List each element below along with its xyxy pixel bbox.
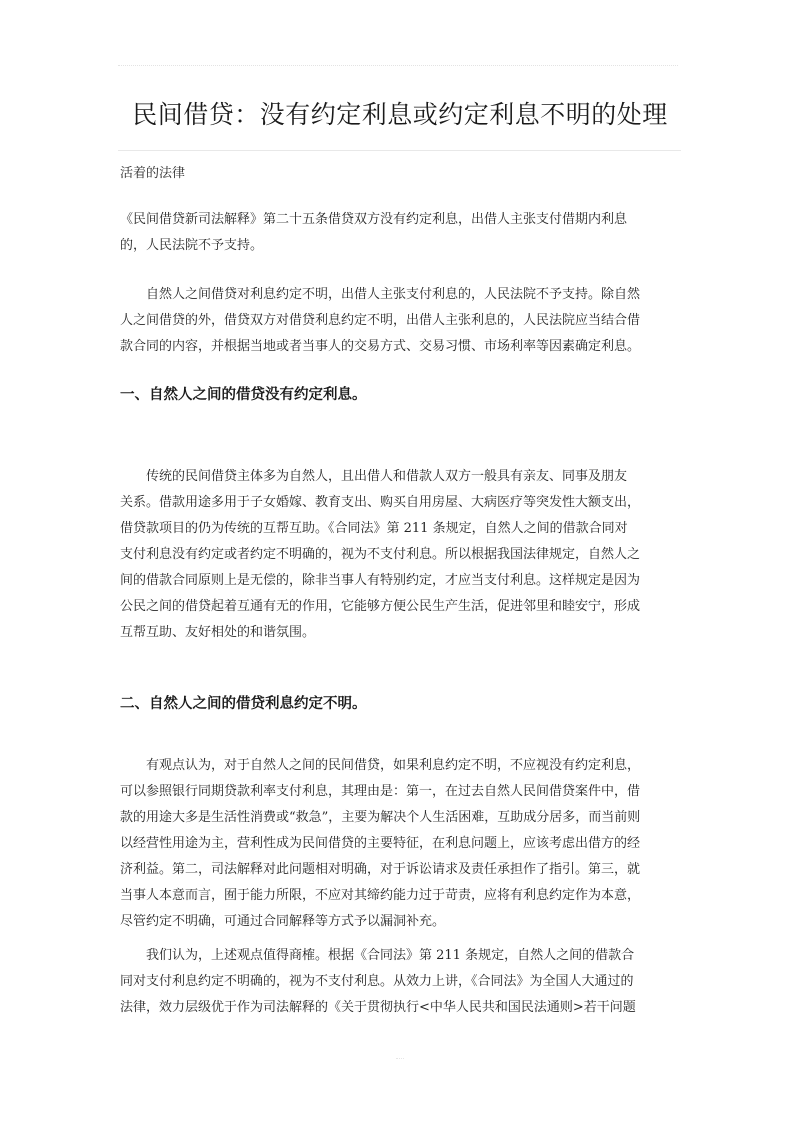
section-heading-2: 二、自然人之间的借贷利息约定不明。 <box>120 696 367 712</box>
footer-mark <box>396 1058 404 1061</box>
text-line: 可以参照银行同期贷款利率支付利息，其理由是：第一，在过去自然人民间借贷案件中，借 <box>120 784 641 799</box>
text-line: 的，人民法院不予支持。 <box>120 238 264 253</box>
text-line: 当事人本意而言，囿于能力所限，不应对其缔约能力过于苛责，应将有利息约定作为本意， <box>120 888 641 903</box>
text-line: 传统的民间借贷主体多为自然人，且出借人和借款人双方一般具有亲友、同事及朋友 <box>120 469 628 484</box>
section-2-paragraph-2 <box>120 943 685 1021</box>
document-title: 民间借贷：没有约定利息或约定利息不明的处理 <box>132 100 668 129</box>
text-line: 间的借款合同原则上是无偿的，除非当事人有特别约定，才应当支付利息。这样规定是因为 <box>120 573 641 588</box>
text-line: 有观点认为，对于自然人之间的民间借贷，如果利息约定不明，不应视没有约定利息， <box>120 758 641 773</box>
text-line: 济利益。第二，司法解释对此问题相对明确，对于诉讼请求及责任承担作了指引。第三，就 <box>120 862 641 877</box>
text-line: 款的用途大多是生活性消费或“救急”，主要为解决个人生活困难，互助成分居多，而当前则 <box>120 810 641 825</box>
text-line: 以经营性用途为主，营利性成为民间借贷的主要特征，在利息问题上，应该考虑出借方的经 <box>120 836 641 851</box>
section-heading-1: 一、自然人之间的借贷没有约定利息。 <box>120 387 367 403</box>
section-1-paragraph-1 <box>120 464 685 646</box>
top-divider <box>118 65 678 66</box>
text-line: 互帮互助、友好相处的和谐氛围。 <box>120 625 316 640</box>
text-line: 自然人之间借贷对利息约定不明，出借人主张支付利息的，人民法院不予支持。除自然 <box>120 287 641 302</box>
text-line: 《民间借贷新司法解释》第二十五条借贷双方没有约定利息，出借人主张支付借期内利息 <box>120 212 628 227</box>
title-divider <box>118 150 681 151</box>
intro-paragraph-2 <box>120 282 685 360</box>
text-line: 款合同的内容，并根据当地或者当事人的交易方式、交易习惯、市场利率等因素确定利息。 <box>120 339 641 354</box>
text-line: 人之间借贷的外，借贷双方对借贷利息约定不明，出借人主张利息的，人民法院应当结合借 <box>120 313 641 328</box>
text-line: 我们认为，上述观点值得商榷。根据《合同法》第 211 条规定，自然人之间的借款合 <box>120 948 635 963</box>
text-line: 法律，效力层级优于作为司法解释的《关于贯彻执行<中华人民共和国民法通则>若干问题 <box>120 1000 636 1015</box>
section-2-paragraph-1 <box>120 753 685 935</box>
text-line: 公民之间的借贷起着互通有无的作用，它能够方便公民生产生活，促进邻里和睦安宁，形成 <box>120 599 641 614</box>
text-line: 支付利息没有约定或者约定不明确的，视为不支付利息。所以根据我国法律规定，自然人之 <box>120 547 641 562</box>
text-line: 同对支付利息约定不明确的，视为不支付利息。从效力上讲，《合同法》为全国人大通过的 <box>120 974 634 989</box>
text-line: 关系。借款用途多用于子女婚嫁、教育支出、购买自用房屋、大病医疗等突发性大额支出， <box>120 495 641 510</box>
text-line: 尽管约定不明确，可通过合同解释等方式予以漏洞补充。 <box>120 914 446 929</box>
text-line: 借贷款项目的仍为传统的互帮互助。《合同法》第 211 条规定，自然人之间的借款合同对 <box>120 521 628 536</box>
intro-paragraph-1 <box>120 207 685 259</box>
author-name: 活着的法律 <box>120 166 186 181</box>
